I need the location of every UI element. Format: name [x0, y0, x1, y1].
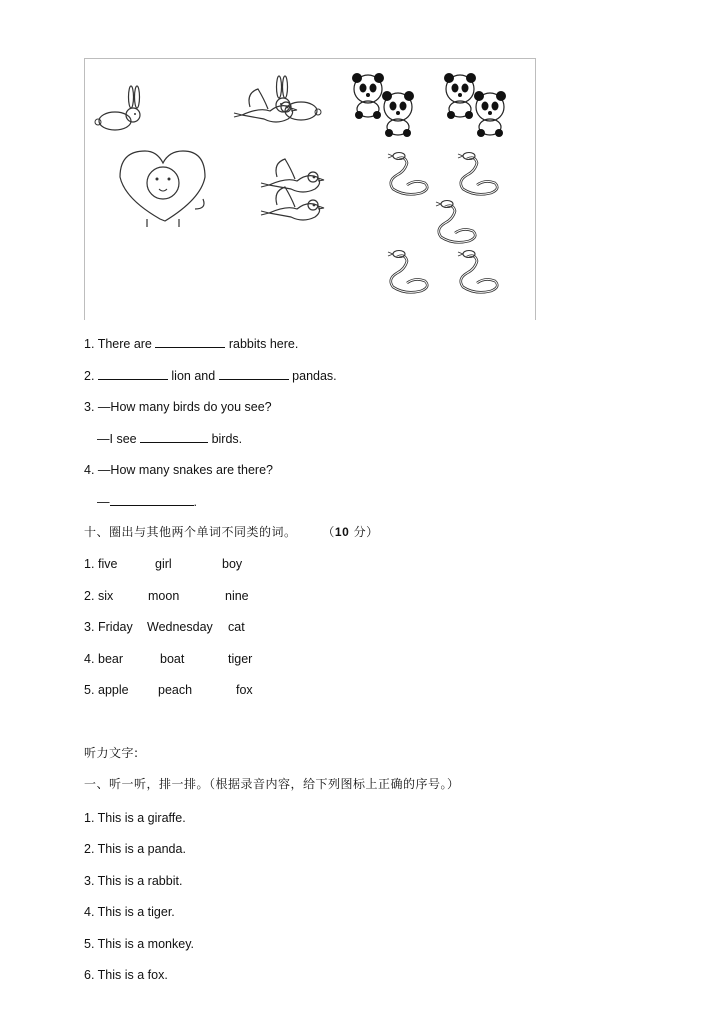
question-1: [84, 336, 298, 352]
word-option[interactable]: peach: [158, 683, 193, 697]
section-10-title: [84, 524, 379, 540]
snakes-drawing: [388, 153, 497, 293]
lion-drawing: [120, 151, 205, 227]
listening-sentence: 2. This is a panda.: [84, 842, 186, 856]
question-4-answer: [97, 494, 197, 510]
score-bracket: 分）: [349, 525, 379, 539]
word-option[interactable]: six: [98, 589, 114, 603]
rabbits-drawing: [95, 76, 321, 130]
word-option[interactable]: bear: [98, 652, 124, 666]
answer-blank[interactable]: [155, 336, 225, 348]
pandas-drawing-1: [352, 73, 414, 137]
answer-blank[interactable]: [110, 494, 194, 506]
listening-sentence: 4. This is a tiger.: [84, 905, 175, 919]
word-option[interactable]: five: [98, 557, 118, 571]
word-option[interactable]: boy: [222, 557, 243, 571]
word-option[interactable]: nine: [225, 589, 249, 603]
word-option[interactable]: apple: [98, 683, 129, 697]
row-number: 3.: [84, 620, 95, 634]
question-3: [84, 399, 272, 415]
listening-sentence: 5. This is a monkey.: [84, 937, 194, 951]
birds-drawing: [261, 159, 324, 220]
listening-sentence: 3. This is a rabbit.: [84, 874, 183, 888]
answer-text: .: [193, 495, 197, 509]
question-number: 1.: [84, 337, 95, 351]
answer-blank[interactable]: [219, 368, 289, 380]
score-bracket: （: [322, 525, 335, 539]
word-option[interactable]: Friday: [98, 620, 133, 634]
question-number: 2.: [84, 369, 95, 383]
listening-sentence: 1. This is a giraffe.: [84, 811, 186, 825]
row-number: 5.: [84, 683, 95, 697]
answer-text: —: [97, 495, 110, 509]
question-number: 4.: [84, 463, 95, 477]
question-text: —How many snakes are there?: [97, 463, 274, 477]
listening-heading: 听力文字:: [84, 746, 139, 760]
animal-drawings: [85, 59, 537, 321]
question-text: rabbits here.: [228, 337, 299, 351]
pandas-drawing-2: [444, 73, 506, 137]
word-option[interactable]: tiger: [228, 652, 253, 666]
question-3-answer: [97, 431, 242, 447]
question-text: There are: [97, 337, 152, 351]
section-title-text: 十、圈出与其他两个单词不同类的词。: [84, 525, 297, 539]
word-option[interactable]: boat: [160, 652, 185, 666]
answer-blank[interactable]: [140, 431, 208, 443]
listening-sentence: 6. This is a fox.: [84, 968, 168, 982]
score-value: 10: [334, 525, 350, 539]
question-number: 3.: [84, 400, 95, 414]
answer-text: —I see: [97, 432, 137, 446]
question-4: [84, 462, 273, 478]
question-text: —How many birds do you see?: [97, 400, 272, 414]
row-number: 2.: [84, 589, 95, 603]
question-2: [84, 368, 337, 384]
answer-text: birds.: [211, 432, 243, 446]
answer-blank[interactable]: [98, 368, 168, 380]
word-option[interactable]: girl: [155, 557, 172, 571]
row-number: 4.: [84, 652, 95, 666]
word-option[interactable]: moon: [148, 589, 180, 603]
word-option[interactable]: Wednesday: [147, 620, 213, 634]
word-option[interactable]: fox: [236, 683, 253, 697]
animal-picture-box: [84, 58, 536, 320]
word-option[interactable]: cat: [228, 620, 245, 634]
listening-part1-title: 一、听一听，排一排。（根据录音内容，给下列图标上正确的序号。）: [84, 777, 460, 791]
row-number: 1.: [84, 557, 95, 571]
question-text: pandas.: [292, 369, 337, 383]
question-text: lion and: [171, 369, 216, 383]
